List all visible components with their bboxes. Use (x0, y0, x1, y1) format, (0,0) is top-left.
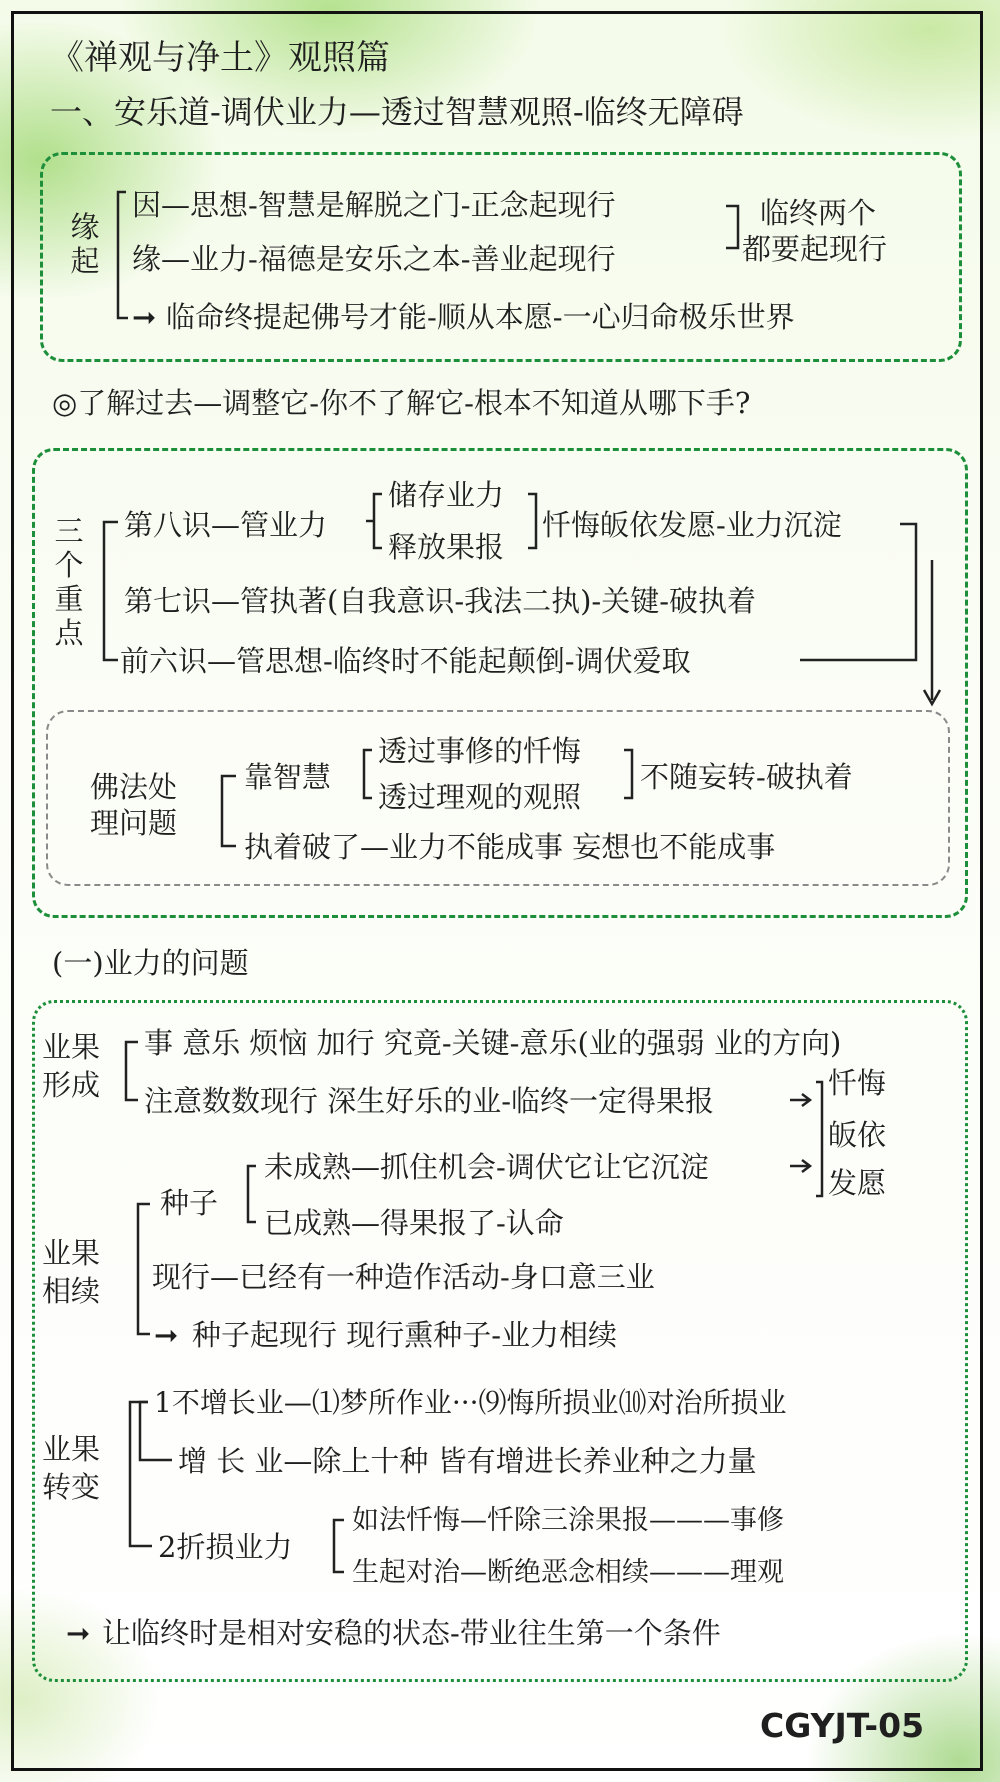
section3-arrow-icon: ➞ (66, 1616, 91, 1650)
g1-label-1: 业果 (42, 1030, 101, 1064)
repent-3: 发愿 (828, 1166, 887, 1200)
repent-2: 皈依 (828, 1118, 887, 1152)
section2-inner-sub-bracket (364, 750, 372, 798)
section3-heading: (一)业力的问题 (52, 946, 249, 980)
section2-inner-row1-tail: 不随妄转-破执着 (640, 760, 853, 794)
section2-left-bracket (104, 522, 118, 660)
seed-sub1: 未成熟—抓住机会-调伏它让它沉淀 (264, 1150, 709, 1184)
section2-row1-tail: 忏悔皈依发愿-业力沉淀 (542, 508, 842, 542)
g3-row3-sub-bracket (334, 1520, 344, 1572)
section2-inner-row2: 执着破了—业力不能成事 妄想也不能成事 (244, 830, 776, 864)
page-title: 《禅观与净土》观照篇 (50, 38, 390, 78)
section2-row3: 前六识—管思想-临终时不能起颠倒-调伏爱取 (120, 644, 691, 678)
repent-bracket (816, 1082, 822, 1196)
section2-row1-sub-bracket-right (528, 494, 536, 548)
document-code: CGYJT-05 (760, 1706, 925, 1745)
g1-bracket (126, 1042, 138, 1100)
section3-footer-line: 让临终时是相对安稳的状态-带业往生第一个条件 (102, 1616, 721, 1650)
section1-arrow-icon: ➞ (132, 300, 157, 334)
section2-inner-left-bracket (222, 776, 236, 846)
section1-side-label: 缘起 (70, 210, 100, 278)
section1-line2: 缘—业力-福德是安乐之本-善业起现行 (132, 242, 616, 276)
section2-row1-sub2: 释放果报 (388, 530, 505, 564)
g2-row2: 现行—已经有一种造作活动-身口意三业 (152, 1260, 655, 1294)
section1-line3: 临命终提起佛号才能-顺从本愿-一心归命极乐世界 (166, 300, 795, 334)
seed-bracket (248, 1166, 256, 1222)
section1-right-bracket (726, 206, 738, 248)
section2-inner-row1-sub2: 透过理观的观照 (378, 780, 582, 814)
g3-row3-sub1: 如法忏悔—忏除三涂果报———事修 (352, 1505, 784, 1536)
section1-bracket-note-1: 临终两个 (760, 196, 877, 230)
g1-arrow (790, 1094, 810, 1106)
g2-row3: 种子起现行 现行熏种子-业力相续 (192, 1318, 618, 1352)
section2-right-connector (800, 524, 916, 660)
section2-inner-row1-sub1: 透过事修的忏悔 (378, 734, 582, 768)
section2-side-label: 三个重点 (54, 514, 84, 650)
section2-inner-side-label-1: 佛法处 (90, 770, 178, 804)
g2-arrow-icon: ➞ (154, 1318, 179, 1352)
section2-inner-row1-label: 靠智慧 (244, 760, 332, 794)
repent-1: 忏悔 (828, 1066, 887, 1100)
g3-row2: 增 长 业—除上十种 皆有增进长养业种之力量 (178, 1444, 757, 1478)
section1-bracket-note-2: 都要起现行 (742, 232, 888, 266)
section2-row1-sub-bracket (366, 494, 382, 548)
g3-row3-sub2: 生起对治—断绝恶念相续———理观 (352, 1557, 784, 1588)
section1-heading: 一、安乐道-调伏业力—透过智慧观照-临终无障碍 (50, 93, 744, 131)
section1-line1: 因—思想-智慧是解脱之门-正念起现行 (132, 188, 616, 222)
g2-label-2: 相续 (42, 1274, 101, 1308)
section2-inner-side-label-2: 理问题 (90, 806, 178, 840)
g2-bracket (138, 1204, 150, 1334)
section2-row1-label: 第八识—管业力 (124, 508, 328, 542)
g3-row1: 1不增长业—⑴梦所作业···⑼悔所损业⑽对治所损业 (154, 1386, 787, 1419)
g3-row3-label: 2折损业力 (158, 1530, 293, 1564)
g1-row1: 事 意乐 烦恼 加行 究竟-关键-意乐(业的强弱 业的方向) (144, 1026, 842, 1060)
g3-inner-bracket (140, 1402, 172, 1460)
g3-label-2: 转变 (42, 1470, 101, 1504)
seed-label: 种子 (160, 1186, 219, 1220)
section2-row1-sub1: 储存业力 (388, 478, 505, 512)
g1-row2: 注意数数现行 深生好乐的业-临终一定得果报 (144, 1084, 715, 1118)
section2-row2: 第七识—管执著(自我意识-我法二执)-关键-破执着 (124, 584, 757, 618)
question-line: ◎了解过去—调整它-你不了解它-根本不知道从哪下手? (52, 386, 751, 420)
section2-inner-sub-bracket-right (624, 750, 632, 798)
g3-label-1: 业果 (42, 1432, 101, 1466)
g2-label-1: 业果 (42, 1236, 101, 1270)
seed-sub2: 已成熟—得果报了-认命 (264, 1206, 564, 1240)
g1-label-2: 形成 (42, 1068, 101, 1102)
section1-left-bracket (118, 192, 128, 318)
seed-arrow (790, 1160, 810, 1172)
